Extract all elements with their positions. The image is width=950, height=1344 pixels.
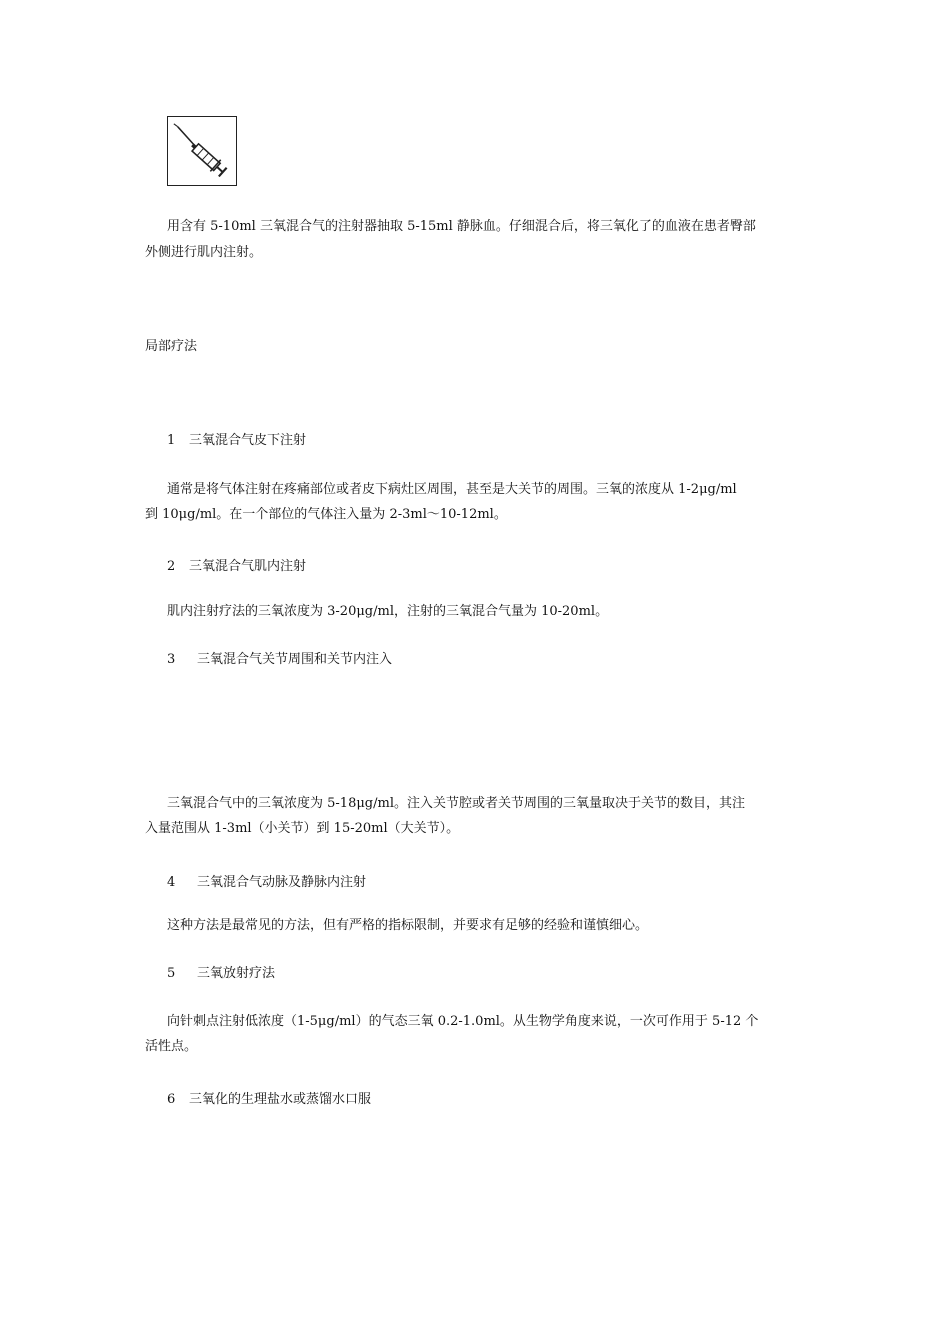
item-2-heading: [167, 557, 807, 577]
item-3-heading-text: 三氧混合气关节周围和关节内注入: [197, 652, 393, 667]
item-6-number: 6: [167, 1092, 176, 1107]
item-4-heading-text: 三氧混合气动脉及静脉内注射: [197, 875, 367, 890]
item-3-number: 3: [167, 652, 176, 667]
intro-line-1: 用含有 5-10ml 三氧混合气的注射器抽取 5-15ml 静脉血。仔细混合后，将三氧化了的血液在患者臀部: [167, 219, 756, 234]
item-1-body-line-2: 到 10μg/ml。在一个部位的气体注入量为 2-3ml～10-12ml。: [145, 507, 507, 522]
section-title: 局部疗法: [145, 339, 198, 354]
item-6-heading: [167, 1090, 807, 1110]
item-5-heading-text: 三氧放射疗法: [197, 966, 276, 981]
item-6-heading-text: 三氧化的生理盐水或蒸馏水口服: [189, 1092, 372, 1107]
syringe-icon: [168, 117, 236, 185]
item-5-body-line-1: 向针刺点注射低浓度（1-5μg/ml）的气态三氧 0.2-1.0ml。从生物学角度来说，一次可作用于 5-12 个: [167, 1014, 759, 1029]
item-3-body-line-2: 入量范围从 1-3ml（小关节）到 15-20ml（大关节）。: [145, 821, 460, 836]
item-5-number: 5: [167, 966, 176, 981]
item-2-number: 2: [167, 559, 176, 574]
item-3-body-line-1: 三氧混合气中的三氧浓度为 5-18μg/ml。注入关节腔或者关节周围的三氧量取决于关节的数目，其注: [167, 796, 745, 811]
intro-line-2: 外侧进行肌内注射。: [145, 245, 263, 260]
item-5-body-line-2: 活性点。: [145, 1039, 198, 1054]
item-2-heading-text: 三氧混合气肌内注射: [189, 559, 307, 574]
item-4-number: 4: [167, 875, 176, 890]
item-2-body-line-1: 肌内注射疗法的三氧浓度为 3-20μg/ml，注射的三氧混合气量为 10-20ml。: [167, 604, 609, 619]
syringe-figure: [167, 116, 237, 186]
item-4-heading: [167, 873, 807, 893]
item-3-heading: [167, 650, 807, 670]
item-1-heading-text: 三氧混合气皮下注射: [189, 433, 307, 448]
item-1-number: 1: [167, 433, 176, 448]
item-1-body-line-1: 通常是将气体注射在疼痛部位或者皮下病灶区周围，甚至是大关节的周围。三氧的浓度从 1-2μg/ml: [167, 482, 737, 497]
item-1-heading: [167, 431, 807, 451]
item-4-body-line-1: 这种方法是最常见的方法，但有严格的指标限制，并要求有足够的经验和谨慎细心。: [167, 918, 649, 933]
item-5-heading: [167, 964, 807, 984]
